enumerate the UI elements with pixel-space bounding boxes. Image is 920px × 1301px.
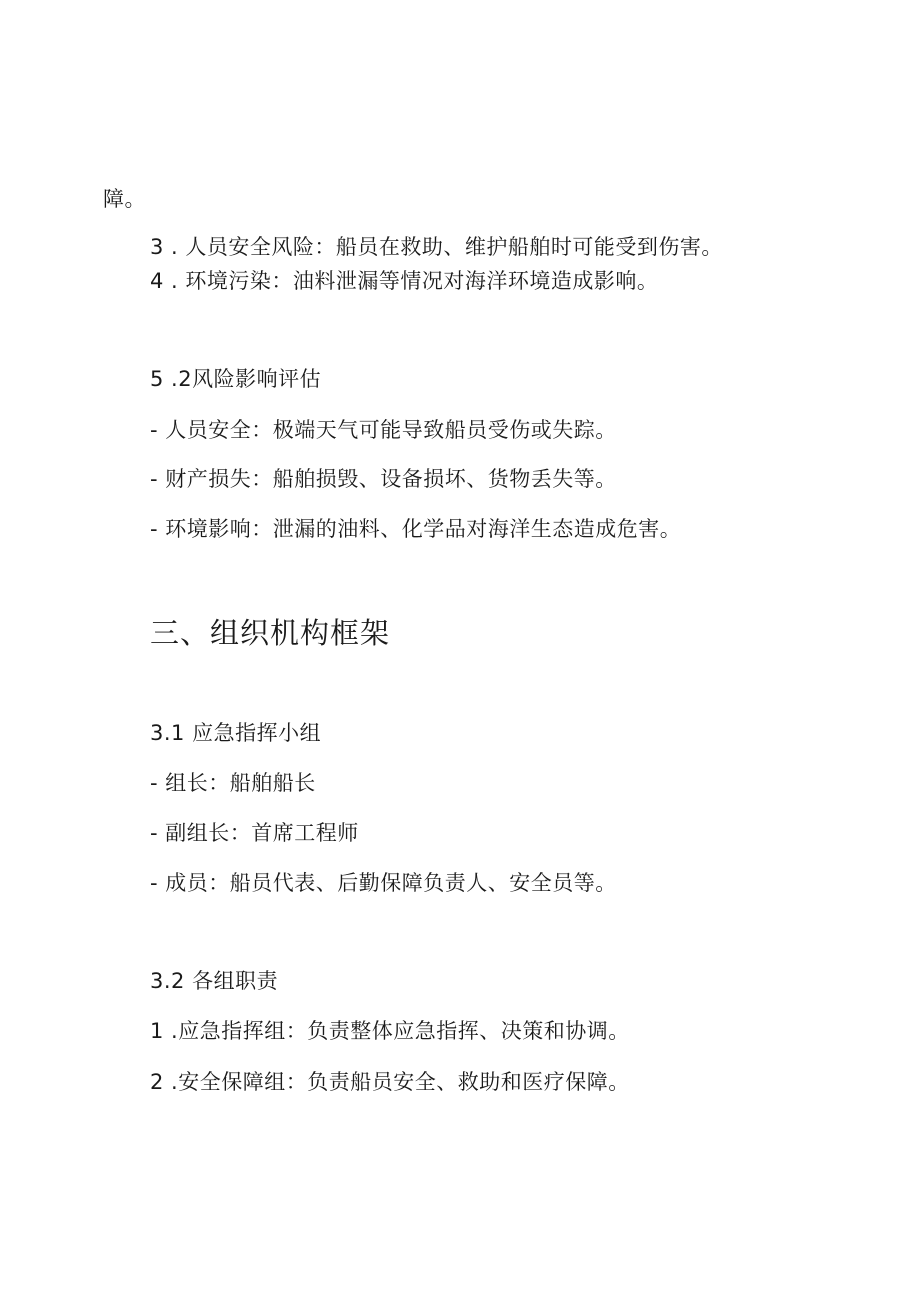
section-3-2-title: 3.2 各组职责 bbox=[150, 969, 279, 993]
duty-item: 2 .安全保障组：负责船员安全、救助和医疗保障。 bbox=[150, 1070, 630, 1094]
duty-item: 1 .应急指挥组：负责整体应急指挥、决策和协调。 bbox=[150, 1019, 630, 1043]
team-member-item: - 组长：船舶船长 bbox=[150, 771, 316, 795]
paragraph-tail: 障。 bbox=[103, 187, 146, 211]
team-member-item: - 成员：船员代表、后勤保障负责人、安全员等。 bbox=[150, 871, 617, 895]
impact-item: - 人员安全：极端天气可能导致船员受伤或失踪。 bbox=[150, 418, 617, 442]
risk-item: 3 . 人员安全风险：船员在救助、维护船舶时可能受到伤害。 bbox=[150, 235, 723, 259]
impact-item: - 财产损失：船舶损毁、设备损坏、货物丢失等。 bbox=[150, 467, 617, 491]
impact-item: - 环境影响：泄漏的油料、化学品对海洋生态造成危害。 bbox=[150, 517, 682, 541]
risk-item: 4 . 环境污染：油料泄漏等情况对海洋环境造成影响。 bbox=[150, 269, 659, 293]
section-5-2-title: 5 .2风险影响评估 bbox=[150, 367, 322, 391]
section-3-1-title: 3.1 应急指挥小组 bbox=[150, 721, 322, 745]
chapter-3-heading: 三、组织机构框架 bbox=[150, 616, 391, 650]
team-member-item: - 副组长：首席工程师 bbox=[150, 821, 359, 845]
